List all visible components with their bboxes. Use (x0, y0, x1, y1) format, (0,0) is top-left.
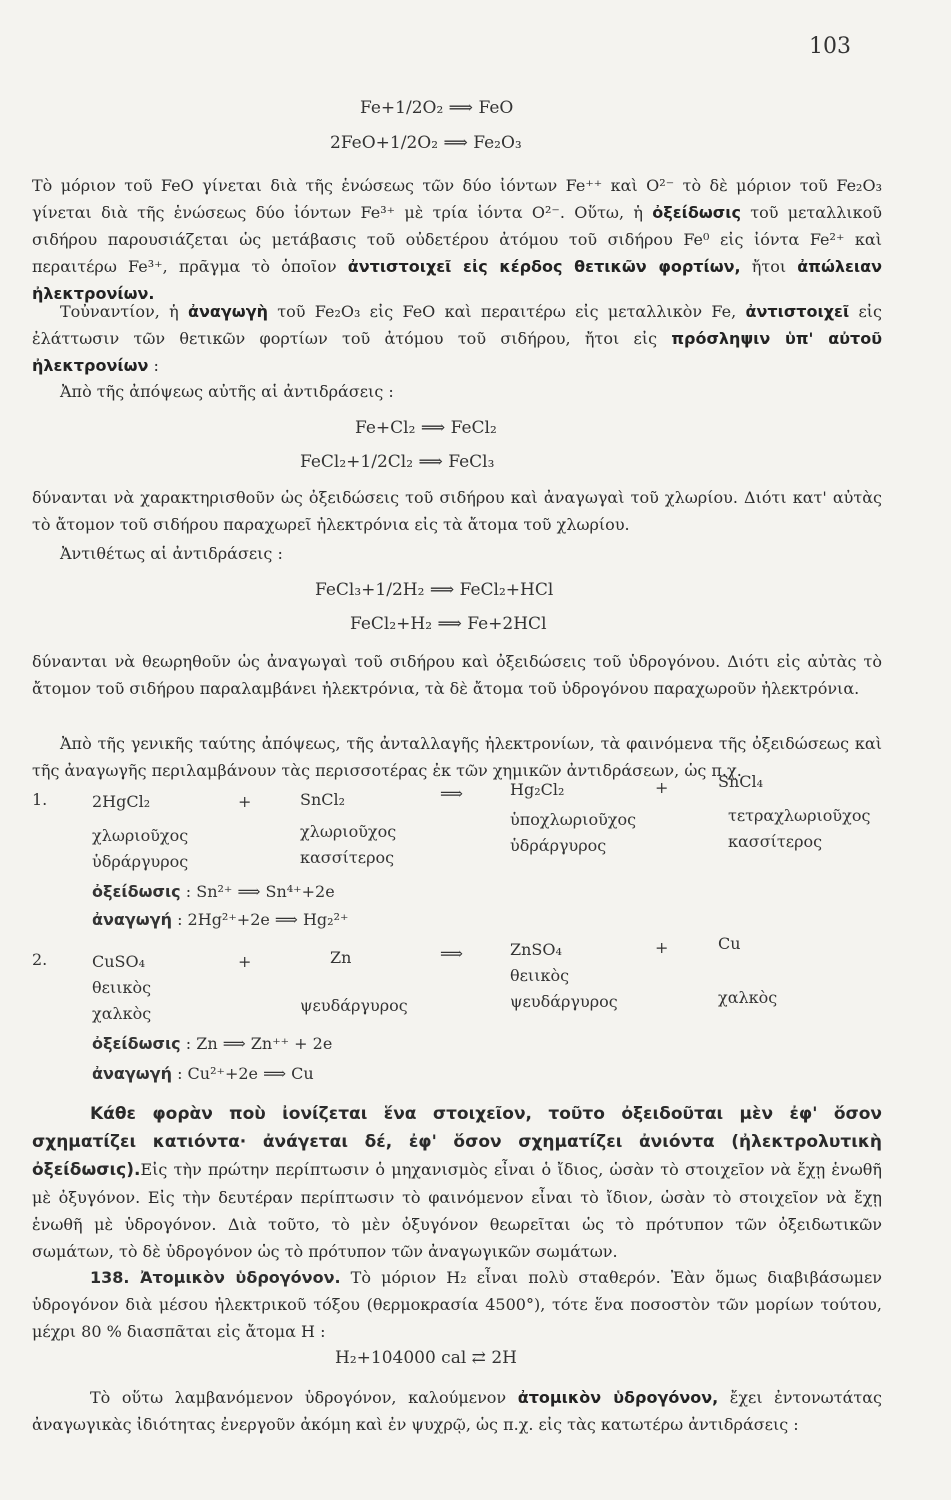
reaction-2-b-name-1: ψευδάργυρος (300, 996, 408, 1015)
text: Τὸ μόριον τοῦ FeO γίνεται διὰ τῆς ἑνώσεως τῶν δύο ἰόντων Fe⁺⁺ καὶ O²⁻ τὸ δὲ μόριον τοῦ Fe₂O₃ γίνεται διὰ τῆς ἑνώσεως δύο ἰόντων Fe³⁺ μὲ τρία ἰόντα O²⁻. Οὕτω, ἡ (32, 176, 882, 222)
reaction-1-c-name-1: ὑποχλωριοῦχος (510, 810, 637, 829)
text: Εἰς τὴν πρώτην περίπτωσιν ὁ μηχανισμὸς εἶναι ὁ ἴδιος, ὡσὰν τὸ στοιχεῖον νὰ ἔχῃ ἑνωθῆ μὲ ὀξυγόνον. Εἰς τὴν δευτέραν περίπτωσιν τὸ φαινόμενον εἶναι τὸ ἴδιον, ὡσὰν τὸ στοιχεῖον νὰ ἔχῃ ἑνωθῆ μὲ ὑδρογόνον. Διὰ τοῦτο, τὸ μὲν ὀξυγόνον θεωρεῖται ὡς τὸ πρότυπον τῶν ὀξειδωτικῶν σωμάτων, τὸ δὲ ὑδρογόνον ὡς τὸ πρότυπον τῶν ἀναγωγικῶν σωμάτων. (32, 1160, 882, 1261)
paragraph-section-138 (32, 1264, 882, 1345)
equation-6: FeCl₂+H₂ ⟹ Fe+2HCl (350, 614, 547, 634)
equation-1: Fe+1/2O₂ ⟹ FeO (360, 98, 514, 118)
section-title: 138. Ἀτομικὸν ὑδρογόνον. (90, 1268, 341, 1287)
reaction-2-arrow: ⟹ (440, 944, 463, 963)
reduction-equation: : 2Hg²⁺+2e ⟹ Hg₂²⁺ (177, 910, 349, 929)
reaction-1-oxidation (92, 882, 335, 901)
reaction-2-d-name-1: χαλκὸς (718, 988, 778, 1007)
reaction-1-b-name-2: κασσίτερος (300, 848, 395, 867)
equation-4: FeCl₂+1/2Cl₂ ⟹ FeCl₃ (300, 452, 495, 472)
reaction-1-arrow: ⟹ (440, 784, 463, 803)
reaction-1-b-name-1: χλωριοῦχος (300, 822, 397, 841)
reaction-1-product-d: SnCl₄ (718, 772, 764, 791)
term-electron-loss: ἀπώλειαν ἠλεκτρονίων. (32, 257, 883, 303)
text: ἤτοι (740, 257, 798, 276)
reaction-2-product-c: ZnSO₄ (510, 940, 562, 959)
paragraph-viewpoint: Ἀπὸ τῆς ἀπόψεως αὐτῆς αἱ ἀντιδράσεις : (60, 382, 394, 401)
reduction-equation: : Cu²⁺+2e ⟹ Cu (177, 1064, 314, 1083)
reaction-2-plus: + (238, 952, 252, 971)
paragraph-atomic-hydrogen (32, 1384, 882, 1438)
text: : (148, 356, 159, 375)
text: τοῦ μεταλλικοῦ σιδήρου παρουσιάζεται ὡς μετάβασις τοῦ οὐδετέρου ἀτόμου τοῦ σιδήρου Fe⁰ εἰς ἰόντα Fe²⁺ καὶ περαιτέρω Fe³⁺, πρᾶγμα τὸ ὁποῖον (32, 203, 883, 276)
reaction-2-c-name-1: θειικὸς (510, 966, 570, 985)
paragraph-oxidation (32, 172, 882, 307)
reaction-1-d-name-1: τετραχλωριοῦχος (728, 806, 871, 825)
text: εἰς ἐλάττωσιν τῶν θετικῶν φορτίων τοῦ ἀτόμου τοῦ σιδήρου, ἤτοι εἰς (32, 302, 883, 348)
text: Τὸ μόριον H₂ εἶναι πολὺ σταθερόν. Ἐὰν ὅμως διαβιβάσωμεν ὑδρογόνον διὰ μέσου ἠλεκτρικοῦ τόξου (θερμοκρασία 4500°), τότε ἕνα ποσοστὸν τῶν μορίων τούτου, μέχρι 80 % διασπᾶται εἰς ἄτομα H : (32, 1268, 883, 1341)
paragraph-contrary: Ἀντιθέτως αἱ ἀντιδράσεις : (60, 544, 283, 563)
reaction-1-a-name-1: χλωριοῦχος (92, 826, 189, 845)
text: ἔχει ἐντονωτάτας ἀναγωγικὰς ἰδιότητας ἐνεργοῦν ἀκόμη καὶ ἐν ψυχρῷ, ὡς π.χ. εἰς τὰς κατωτέρω ἀντιδράσεις : (32, 1388, 882, 1434)
paragraph-hydrogen: δύνανται νὰ θεωρηθοῦν ὡς ἀναγωγαὶ τοῦ σιδήρου καὶ ὀξειδώσεις τοῦ ὑδρογόνου. Διότι εἰς αὐτὰς τὸ ἄτομον τοῦ σιδήρου παραλαμβάνει ἠλεκτρόνια, τὰ δὲ ἄτομα τοῦ ὑδρογόνου παραχωροῦν ἠλεκτρόνια. (32, 652, 882, 698)
text: Τοὐναντίον, ἡ (60, 302, 189, 321)
equation-7: H₂+104000 cal ⇄ 2H (335, 1348, 517, 1368)
term-corresponds: ἀντιστοιχεῖ (745, 302, 850, 321)
paragraph-ionization (32, 1100, 882, 1265)
reduction-label: ἀναγωγή (92, 1064, 172, 1083)
ionization-statement: Κάθε φορὰν ποὺ ἰονίζεται ἕνα στοιχεῖον, τοῦτο ὀξειδοῦται μὲν ἐφ' ὅσον σχηματίζει κατιόντα· ἀνάγεται δέ, ἐφ' ὅσον σχηματίζει ἀνιόντα (ἠλεκτρολυτικὴ ὀξείδωσις). (32, 1104, 882, 1180)
oxidation-label: ὀξείδωσις (92, 882, 181, 901)
paragraph-chlorine: δύνανται νὰ χαρακτηρισθοῦν ὡς ὀξειδώσεις τοῦ σιδήρου καὶ ἀναγωγαὶ τοῦ χλωρίου. Διότι κατ' αὐτὰς τὸ ἄτομον τοῦ σιδήρου παραχωρεῖ ἠλεκτρόνια εἰς τὰ ἄτομα τοῦ χλωρίου. (32, 488, 882, 534)
reaction-2-plus-2: + (655, 938, 669, 957)
oxidation-equation: : Zn ⟹ Zn⁺⁺ + 2e (185, 1034, 333, 1053)
term-reduction: ἀναγωγὴ (188, 302, 268, 321)
reaction-2-number: 2. (32, 950, 48, 969)
reaction-2-product-d: Cu (718, 934, 741, 953)
text: Τὸ οὕτω λαμβανόμενον ὑδρογόνον, καλούμενον (90, 1388, 518, 1407)
reduction-label: ἀναγωγή (92, 910, 172, 929)
paragraph-general: Ἀπὸ τῆς γενικῆς ταύτης ἀπόψεως, τῆς ἀνταλλαγῆς ἠλεκτρονίων, τὰ φαινόμενα τῆς ὀξειδώσεως καὶ τῆς ἀναγωγῆς περιλαμβάνουν τὰς περισσοτέρας ἐκ τῶν χημικῶν ἀντιδράσεων, ὡς π.χ. (32, 734, 882, 780)
reaction-2-reactant-b: Zn (330, 948, 352, 967)
oxidation-equation: : Sn²⁺ ⟹ Sn⁴⁺+2e (185, 882, 335, 901)
term-atomic-hydrogen: ἀτομικὸν ὑδρογόνον, (517, 1388, 719, 1407)
reaction-1-c-name-2: ὑδράργυρος (510, 836, 607, 855)
text: τοῦ Fe₂O₃ εἰς FeO καὶ περαιτέρω εἰς μεταλλικὸν Fe, (268, 302, 746, 321)
reaction-2-c-name-2: ψευδάργυρος (510, 992, 618, 1011)
paragraph-reduction (32, 298, 882, 379)
equation-2: 2FeO+1/2O₂ ⟹ Fe₂O₃ (330, 133, 522, 153)
reaction-2-a-name-1: θειικὸς (92, 978, 152, 997)
reaction-1-reduction (92, 910, 348, 929)
reaction-1-d-name-2: κασσίτερος (728, 832, 823, 851)
term-positive-charge-gain: ἀντιστοιχεῖ εἰς κέρδος θετικῶν φορτίων, (347, 257, 741, 276)
term-oxidation: ὀξείδωσις (652, 203, 741, 222)
reaction-2-oxidation (92, 1034, 332, 1053)
reaction-1-plus-2: + (655, 778, 669, 797)
reaction-2-a-name-2: χαλκὸς (92, 1004, 152, 1023)
reaction-2-reduction (92, 1064, 314, 1083)
reaction-2-reactant-a: CuSO₄ (92, 952, 146, 971)
reaction-1-reactant-a: 2HgCl₂ (92, 792, 151, 811)
page-number: 103 (809, 34, 851, 59)
reaction-1-plus: + (238, 792, 252, 811)
oxidation-label: ὀξείδωσις (92, 1034, 181, 1053)
reaction-1-number: 1. (32, 790, 48, 809)
equation-5: FeCl₃+1/2H₂ ⟹ FeCl₂+HCl (315, 580, 554, 600)
reaction-1-a-name-2: ὑδράργυρος (92, 852, 189, 871)
equation-3: Fe+Cl₂ ⟹ FeCl₂ (355, 418, 497, 438)
reaction-1-reactant-b: SnCl₂ (300, 790, 346, 809)
reaction-1-product-c: Hg₂Cl₂ (510, 780, 565, 799)
term-electron-gain: πρόσληψιν ὑπ' αὐτοῦ ἠλεκτρονίων (32, 329, 882, 375)
